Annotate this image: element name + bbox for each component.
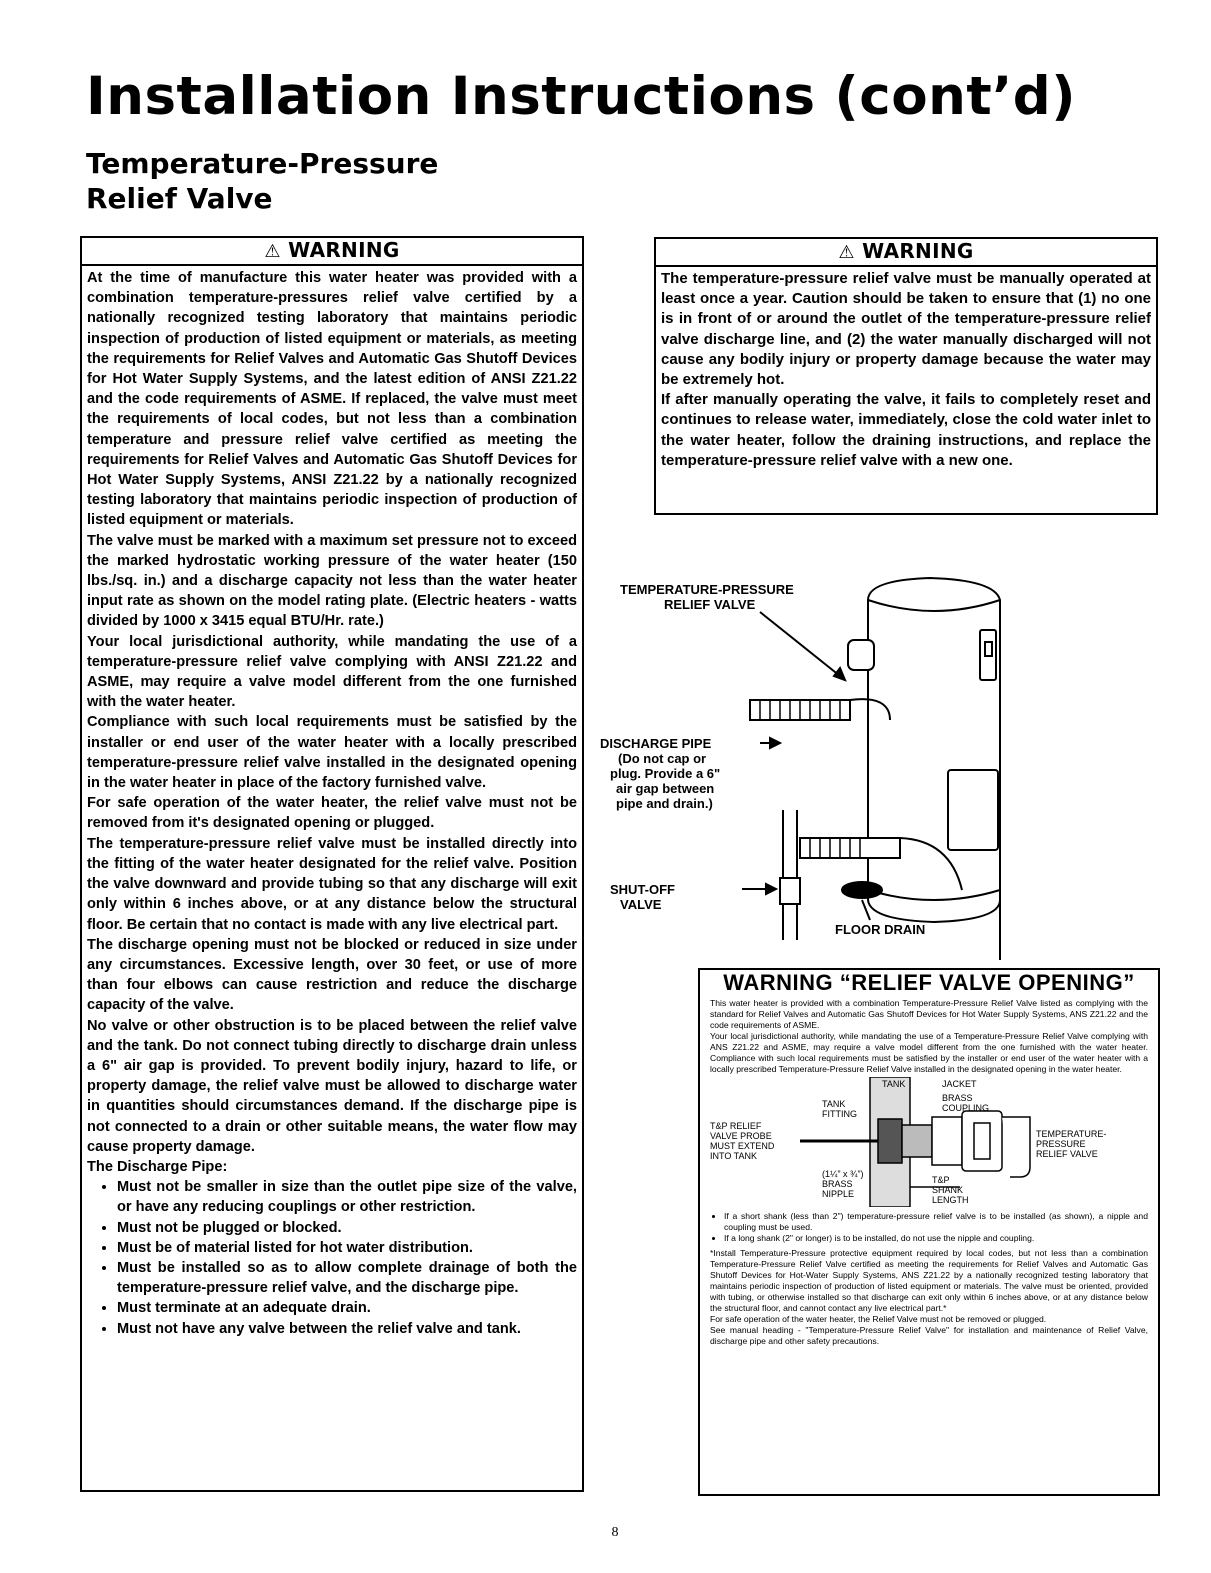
list-item: • Must not be plugged or blocked. [117,1218,577,1238]
relief-valve-outlet [1002,1117,1030,1177]
brass-coupling [932,1117,962,1165]
list-item: • Must be of material listed for hot water distribution. [117,1238,577,1258]
page-number: 8 [611,1525,619,1540]
tp-relief-valve-label: TEMPERATURE- PRESSURE RELIEF VALVE [1036,1129,1107,1159]
relief-opening-paragraph: Your local jurisdictional authority, while mandating the use of a Temperature-Pressure Relief Valve complying with ANS Z21.22 and ASME, may require a valve model different from the one furnished with the water heater. Compliance with such local requirements must be satisfied by the installer or end user of the water heater with a locally prescribed Temperature-Pressure Relief Valve installed in the designated opening in the water heater. [710,1031,1148,1074]
shut-off-valve [780,878,800,904]
tp-valve-leader [760,612,845,680]
valve-assembly-diagram [710,1077,1148,1207]
right-warning-box [654,237,1158,515]
right-warning-paragraph: The temperature-pressure relief valve must be manually operated at least once a year. Caution should be taken to ensure that (1) no one is in front of or around the outlet of the temperature-pressure relief valve discharge line, and (2) the water manually discharged will not cause any bodily injury or property damage because the water may be extremely hot. [661,270,1151,389]
right-warning-heading: ⚠ WARNING [656,239,1156,267]
left-warning-box [80,236,584,1492]
shank-length-label: T&P SHANK LENGTH [932,1175,969,1205]
vertical-discharge-pipe [783,810,797,940]
relief-opening-paragraph: For safe operation of the water heater, the Relief Valve must not be removed or plugged. [710,1314,1047,1324]
tank-fitting-label: TANK FITTING [822,1099,857,1119]
jacket-label: JACKET [942,1079,977,1089]
discharge-pipe-heading: The Discharge Pipe: [87,1158,228,1175]
warning-triangle-icon: ⚠ [264,241,281,262]
right-warning-paragraph: If after manually operating the valve, it fails to completely reset and continues to release water, immediately, close the cold water inlet to the water heater, follow the draining instructions, and replace the temperature-pressure relief valve with a new one. [661,391,1151,469]
floor-drain [842,882,882,898]
list-item: • If a short shank (less than 2") temperature-pressure relief valve is to be installed (as shown), a nipple and coupling must be used. [724,1211,1148,1233]
section-title-line-1: Temperature-Pressure [86,147,439,180]
relief-opening-paragraph: *Install Temperature-Pressure protective equipment required by local codes, but not less than a combination Temperature-Pressure Relief Valve certified as meeting the requirements for Relief Valves and Automatic Gas Shutoff Devices for Hot-Water Supply Systems, ANS Z21.22 by a nationally recognized testing laboratory that maintains periodic inspection of production of listed equipment or materials. The valve must be oriented, provided with tubing, or otherwise installed so that discharge can exit only within 6 inches above, or at any distance below the structural floor, and cannot contact any live electrical part.* [710,1248,1148,1313]
list-item: • If a long shank (2" or longer) is to be installed, do not use the nipple and coupling. [724,1233,1148,1244]
right-warning-body [656,267,1156,471]
tank-fitting [878,1119,902,1163]
list-item: • Must be installed so as to allow complete drainage of both the temperature-pressure relief valve, and the discharge pipe. [117,1258,577,1298]
brass-nipple-label: (1¼” x ¾”) BRASS NIPPLE [822,1169,864,1199]
shank-notes [710,1211,1148,1244]
tank-label: TANK [882,1079,906,1089]
relief-valve-opening-heading: WARNING “RELIEF VALVE OPENING” [723,970,1135,995]
left-warning-paragraph: For safe operation of the water heater, the relief valve must not be removed from it's designated opening or plugged. [87,795,577,832]
probe-label: T&P RELIEF VALVE PROBE MUST EXTEND INTO TANK [710,1121,775,1161]
nipple [902,1125,932,1157]
floor-drain-label: FLOOR DRAIN [835,922,926,937]
relief-opening-paragraph: See manual heading - "Temperature-Pressure Relief Valve" for installation and maintenance of Relief Valve, discharge pipe and other safety precautions. [710,1325,1148,1346]
shut-off-valve-label: SHUT-OFF VALVE [610,882,675,912]
left-warning-paragraph: The valve must be marked with a maximum set pressure not to exceed the marked hydrostatic working pressure of the water heater (150 lbs./sq. in.) and a discharge capacity not less than the water heater input rate as shown on the model rating plate. (Electric heaters - watts divided by 1000 x 3415 equal BTU/Hr. rate.) [87,532,577,630]
left-warning-paragraph: Your local jurisdictional authority, while mandating the use of a temperature-pressure relief valve complying with ANSI Z21.22 and ASME, may require a valve model different from the one furnished with the water heater. [87,633,577,711]
section-title-line-2: Relief Valve [86,182,273,215]
list-item: • Must not be smaller in size than the outlet pipe size of the valve, or have any reducing couplings or other restriction. [117,1177,577,1217]
relief-valve [848,640,874,670]
water-heater-diagram [600,560,1011,960]
list-item: • Must terminate at an adequate drain. [117,1298,577,1318]
brass-coupling-label: BRASS COUPLING [942,1093,990,1113]
left-warning-heading: ⚠ WARNING [82,238,582,266]
relief-valve-opening-warning [698,968,1160,1496]
left-warning-paragraph: Compliance with such local requirements must be satisfied by the installer or end user of the water heater with a locally prescribed temperature-pressure relief valve installed in the designated opening in the water heater in place of the factory furnished valve. [87,714,577,792]
page-title: Installation Instructions (cont’d) [86,66,1076,127]
left-warning-paragraph: The discharge opening must not be blocked or reduced in size under any circumstances. Excessive length, over 30 feet, or use of more than four elbows can cause restriction and reduce the discharge capacity of the valve. [87,936,577,1014]
left-warning-paragraph: At the time of manufacture this water heater was provided with a combination temperature-pressures relief valve certified by a nationally recognized testing laboratory that maintains periodic inspection of production of listed equipment or materials, as meeting the requirements for Relief Valves and Automatic Gas Shutoff Devices for Hot Water Supply Systems, and the latest edition of ANSI Z21.22 and the code requirements of ASME. If replaced, the valve must meet the requirements of local codes, but not less than a combination temperature and pressure relief valve certified as meeting the requirements for Relief Valves and Automatic Gas Shutoff Devices for Hot Water Supply Systems, ANSI Z21.22 by a nationally recognized testing laboratory that maintains periodic inspection of production of listed equipment or materials. [87,270,577,529]
warning-triangle-icon: ⚠ [838,242,855,263]
relief-valve-opening-text-top [700,996,1158,1075]
relief-opening-paragraph: This water heater is provided with a combination Temperature-Pressure Relief Valve listed as complying with the standard for Relief Valves and Automatic Gas Shutoff Devices for Hot Water Supply Systems, ANS Z21.22 and the code requirements of ASME. [710,998,1148,1030]
left-warning-body [82,266,582,1339]
list-item: • Must not have any valve between the relief valve and tank. [117,1319,577,1339]
left-warning-paragraph: The temperature-pressure relief valve must be installed directly into the fitting of the water heater designated for the relief valve. Position the valve downward and provide tubing so that any discharge will exit only within 6 inches above, or at any distance below the structural floor. Be certain that no contact is made with any live electrical part. [87,835,577,933]
discharge-pipe-label: DISCHARGE PIPE (Do not cap or plug. Provide a 6" air gap between pipe and drain.) [600,736,721,811]
section-title [86,146,686,216]
relief-valve-opening-text-bottom [700,1209,1158,1347]
discharge-pipe-list [87,1177,577,1339]
tp-valve-label: TEMPERATURE-PRESSURE RELIEF VALVE [620,582,794,612]
left-warning-paragraph: No valve or other obstruction is to be placed between the relief valve and the tank. Do not connect tubing directly to discharge drain unless a 6" air gap is provided. To prevent bodily injury, hazard to life, or property damage, the relief valve must be allowed to discharge water in quantities should circumstances demand. If the discharge pipe is not connected to a drain or other suitable means, the water flow may cause property damage. [87,1017,577,1155]
relief-valve-window [974,1123,990,1159]
